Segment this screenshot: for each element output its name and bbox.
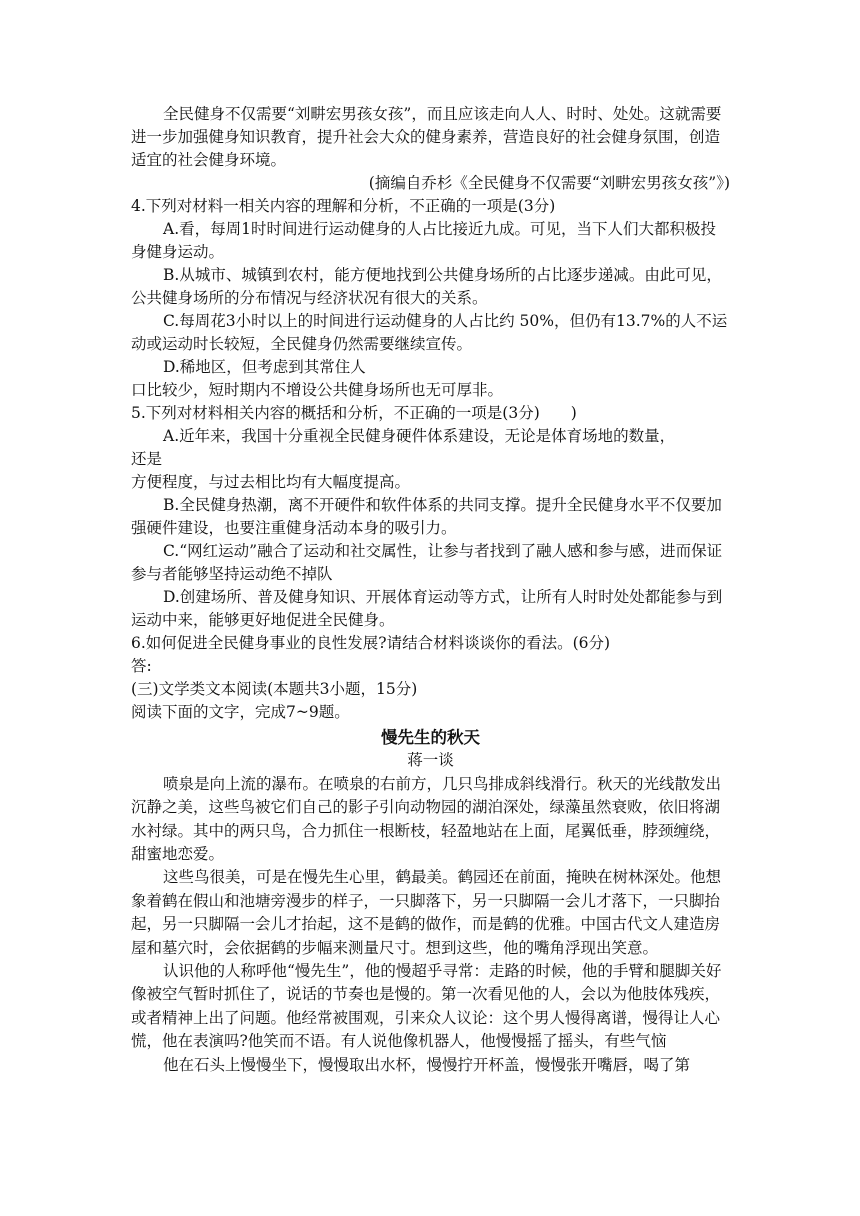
question-5-stem: 5.下列对材料相关内容的概括和分析，不正确的一项是(3分) ): [131, 404, 577, 422]
story-title: 慢先生的秋天: [381, 728, 480, 747]
story-paragraph: 喷泉是向上流的瀑布。在喷泉的右前方，几只鸟排成斜线滑行。秋天的光线散发出沉静之美，这些鸟被它们自己的影子引向动物园的湖泊深处，绿藻虽然衰败，依旧将湖水衬绿。其中的两只鸟，合力抓住一根断枝，轻盈地站在上面，尾翼低垂，脖颈缠绕，甜蜜地恋爱。: [131, 774, 722, 864]
material-closing-paragraph: 全民健身不仅需要“刘畊宏男孩女孩”，而且应该走向人人、时时、处处。这就需要进一步加强健身知识教育，提升社会大众的健身素养，营造良好的社会健身氛围，创造适宜的社会健身环境。: [131, 105, 722, 169]
question-5-option-a-line2: 还是: [131, 450, 163, 468]
story-author: 蒋一谈: [407, 751, 454, 770]
question-4-option-b: B.从城市、城镇到农村，能方便地找到公共健身场所的占比逐步递减。由此可见，公共健身场所的分布情况与经济状况有很大的关系。: [131, 266, 722, 307]
story-paragraph: 这些鸟很美，可是在慢先生心里，鹤最美。鹤园还在前面，掩映在树林深处。他想象着鹤在假山和池塘旁漫步的样子，一只脚落下，另一只脚隔一会儿才落下，一只脚抬起，另一只脚隔一会儿才抬起，这不是鹤的做作，而是鹤的优雅。中国古代文人建造房屋和墓穴时，会依据鹤的步幅来测量尺寸。想到这些，他的嘴角浮现出笑意。: [131, 868, 722, 957]
story-paragraph: 他在石头上慢慢坐下，慢慢取出水杯，慢慢拧开杯盖，慢慢张开嘴唇，喝了第: [163, 1055, 691, 1074]
question-6-stem: 6.如何促进全民健身事业的良性发展?请结合材料谈谈你的看法。(6分): [131, 634, 611, 652]
story-paragraph: 认识他的人称呼他“慢先生”，他的慢超乎寻常：走路的时候，他的手臂和腿脚关好像被空气暂时抓住了，说话的节奏也是慢的。第一次看见他的人，会以为他肢体残疾，或者精神上出了问题。他经常被围观，引来众人议论：这个男人慢得离谱，慢得让人心慌，他在表演吗?他笑而不语。有人说他像机器人，他慢慢摇了摇头，有些气恼: [131, 962, 722, 1051]
question-5-option-b: B.全民健身热潮，离不开硬件和软件体系的共同支撑。提升全民健身水平不仅要加强硬件建设，也要注重健身活动本身的吸引力。: [131, 496, 722, 537]
question-4-option-c: C.每周花3小时以上的时间进行运动健身的人占比约 50%，但仍有13.7%的人不运动或运动时长较短，全民健身仍然需要继续宣传。: [131, 312, 728, 353]
section-3-heading: (三)文学类文本阅读(本题共3小题，15分): [131, 680, 418, 698]
question-4-option-d-line1: D.稀地区，但考虑到其常住人: [163, 358, 366, 376]
question-4-stem: 4.下列对材料一相关内容的理解和分析，不正确的一项是(3分): [131, 197, 556, 215]
material-source-citation: (摘编自乔杉《全民健身不仅需要“刘畊宏男孩女孩”》): [368, 174, 730, 192]
question-5-option-d: D.创建场所、普及健身知识、开展体育运动等方式，让所有人时时处处都能参与到运动中来，能够更好地促进全民健身。: [131, 588, 723, 629]
question-5-option-a-line3: 方便程度，与过去相比均有大幅度提高。: [131, 473, 411, 491]
question-6-answer-label: 答:: [131, 657, 152, 675]
story-passage: [131, 726, 730, 1077]
question-5-option-c: C.“网红运动”融合了运动和社交属性，让参与者找到了融人感和参与感，进而保证参与者能够坚持运动绝不掉队: [131, 542, 723, 583]
question-5-option-a-line1: A.近年来，我国十分重视全民健身硬件体系建设，无论是体育场地的数量，: [163, 427, 676, 445]
section-3-instruction: 阅读下面的文字，完成7~9题。: [131, 703, 350, 721]
question-4-option-d-line2: 口比较少，短时期内不增设公共健身场所也无可厚非。: [131, 381, 504, 399]
question-4-option-a: A.看，每周1时时间进行运动健身的人占比接近九成。可见，当下人们大都积极投身健身运动。: [131, 220, 716, 261]
